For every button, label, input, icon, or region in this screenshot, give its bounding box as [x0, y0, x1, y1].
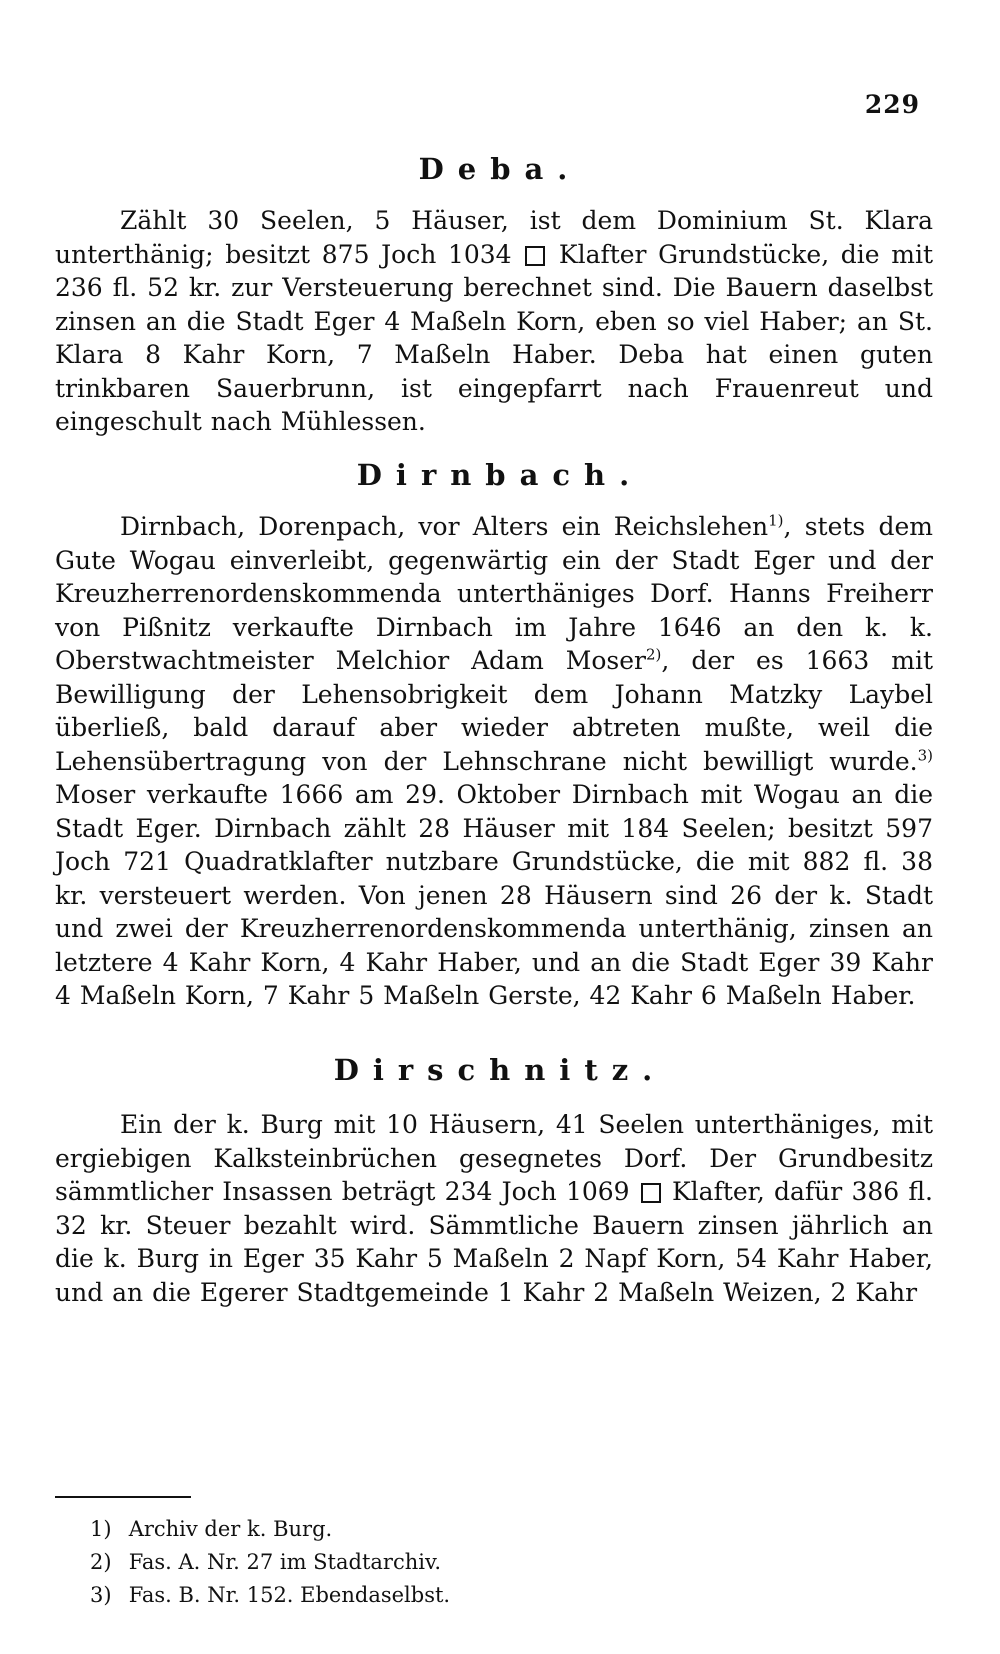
- section-heading-dirnbach: Dirnbach.: [356, 458, 644, 492]
- section-paragraph-deba: [55, 204, 933, 439]
- footnote-item: [90, 1546, 450, 1579]
- footnote-reference: 3): [917, 746, 933, 765]
- paragraph-text: Klafter Grundstücke, die mit 236 fl. 52 kr. zur Versteuerung berechnet sind. Die Bauern daselbst zinsen an die Stadt Eger 4 Maßeln Korn, eben so viel Haber; an St. Klara 8 Kahr Korn, 7 Maßeln Haber. Deba hat einen guten trinkbaren Sauerbrunn, ist eingepfarrt nach Frauenreut und eingeschult nach Mühlessen.: [55, 239, 933, 436]
- section-heading-deba: Deba.: [418, 152, 582, 186]
- footnote-reference: 2): [646, 645, 662, 664]
- footnote-item: [90, 1513, 450, 1546]
- page-number: 229: [864, 90, 920, 119]
- paragraph-text: Klafter, dafür 386 fl. 32 kr. Steuer bezahlt wird. Sämmtliche Bauern zinsen jährlich an die k. Burg in Eger 35 Kahr 5 Maßeln 2 Napf Korn, 54 Kahr Haber, und an die Egerer Stadtgemeinde 1 Kahr 2 Maßeln Weizen, 2 Kahr: [55, 1177, 933, 1307]
- footnote-text: Archiv der k. Burg.: [128, 1517, 333, 1541]
- footnotes: [90, 1513, 450, 1612]
- section-paragraph-dirnbach: [55, 510, 933, 1013]
- footnote-text: Fas. B. Nr. 152. Ebendaselbst.: [128, 1583, 451, 1607]
- square-klafter-symbol-icon: [525, 246, 545, 266]
- section-paragraph-dirschnitz: [55, 1108, 933, 1309]
- paragraph-text: Moser verkaufte 1666 am 29. Oktober Dirnbach mit Wogau an die Stadt Eger. Dirnbach zählt 28 Häuser mit 184 Seelen; besitzt 597 Joch 721 Quadratklafter nutzbare Grundstücke, die mit 882 fl. 38 kr. versteuert werden. Von jenen 28 Häusern sind 26 der k. Stadt und zwei der Kreuzherrenordenskommenda unterthänig, zinsen an letztere 4 Kahr Korn, 4 Kahr Haber, und an die Stadt Eger 39 Kahr 4 Maßeln Korn, 7 Kahr 5 Maßeln Gerste, 42 Kahr 6 Maßeln Haber.: [55, 780, 933, 1010]
- paragraph-text: , der es 1663 mit Bewilligung der Lehensobrigkeit dem Johann Matzky Laybel überließ, bald darauf aber wieder abtreten mußte, weil die Lehensübertragung von der Lehnschrane nicht bewilligt wurde.: [55, 646, 933, 776]
- footnote-divider: [55, 1496, 191, 1498]
- footnote-mark: 2): [90, 1550, 112, 1574]
- square-klafter-symbol-icon: [641, 1183, 661, 1203]
- footnote-item: [90, 1579, 450, 1612]
- footnote-reference: 1): [768, 511, 784, 530]
- paragraph-text: Dirnbach, Dorenpach, vor Alters ein Reichslehen: [120, 512, 769, 541]
- footnote-text: Fas. A. Nr. 27 im Stadtarchiv.: [128, 1550, 441, 1574]
- paragraph-text: Zählt 30 Seelen, 5 Häuser, ist dem Dominium St. Klara unterthänig; besitzt 875 Joch 1034: [55, 206, 933, 269]
- paragraph-text: , stets dem Gute Wogau einverleibt, gegenwärtig ein der Stadt Eger und der Kreuzherrenordenskommenda unterthäniges Dorf. Hanns Freiherr von Pißnitz verkaufte Dirnbach im Jahre 1646 an den k. k. Oberstwachtmeister Melchior Adam Moser: [55, 512, 933, 675]
- section-heading-dirschnitz: Dirschnitz.: [333, 1053, 667, 1087]
- footnote-mark: 1): [90, 1517, 112, 1541]
- paragraph-text: Ein der k. Burg mit 10 Häusern, 41 Seelen unterthäniges, mit ergiebigen Kalksteinbrüchen gesegnetes Dorf. Der Grundbesitz sämmtlicher Insassen beträgt 234 Joch 1069: [55, 1110, 933, 1206]
- footnote-mark: 3): [90, 1583, 112, 1607]
